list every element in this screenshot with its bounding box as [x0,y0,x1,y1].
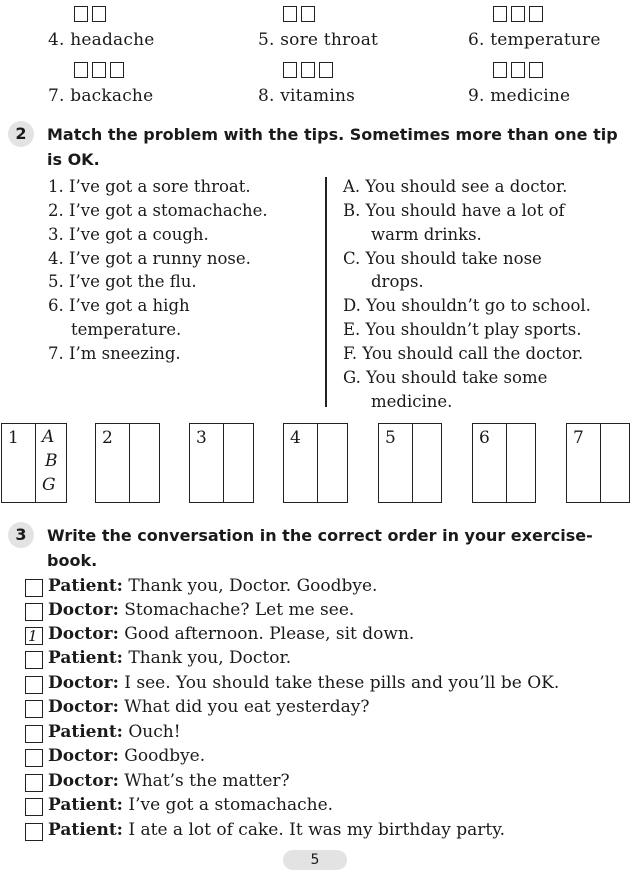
order-checkbox[interactable] [25,798,43,816]
handwritten-order-mark: 1 [28,627,38,645]
handwritten-answer: B [45,451,58,471]
order-checkbox[interactable] [25,823,43,841]
answer-box-7[interactable] [566,423,630,503]
handwritten-answer: G [42,475,56,495]
answer-field[interactable] [318,424,347,502]
answer-field[interactable] [130,424,159,502]
problem-item: 7. I’m sneezing. [48,344,181,363]
vocab-item: 5. sore throat [258,30,379,50]
conversation-line: Doctor: Goodbye. [48,746,206,766]
tip-item-continued: warm drinks. [371,225,482,244]
tip-item: E. You shouldn’t play sports. [343,320,582,339]
exercise-number-badge: 3 [8,522,34,548]
problem-item: 6. I’ve got a high [48,296,190,315]
order-checkbox[interactable] [25,774,43,792]
letter-boxes [74,62,128,78]
order-checkbox[interactable] [25,749,43,767]
order-checkbox[interactable] [25,603,43,621]
answer-number: 3 [196,428,207,448]
problem-item: 5. I’ve got the flu. [48,272,197,291]
conversation-line: Doctor: What’s the matter? [48,771,290,791]
answer-number: 5 [385,428,396,448]
conversation-line: Patient: Ouch! [48,722,181,742]
tip-item: B. You should have a lot of [343,201,565,220]
answer-field[interactable] [413,424,441,502]
order-checkbox[interactable] [25,579,43,597]
conversation-line: Patient: Thank you, Doctor. Goodbye. [48,576,378,596]
column-divider [325,177,327,407]
conversation-line: Doctor: Good afternoon. Please, sit down. [48,624,415,644]
letter-boxes [493,62,547,78]
answer-box-3[interactable] [189,423,254,503]
conversation-line: Doctor: I see. You should take these pills and you’ll be OK. [48,673,560,693]
answer-box-4[interactable] [283,423,348,503]
vocab-item: 9. medicine [468,86,571,106]
answer-number: 6 [479,428,490,448]
conversation-line: Doctor: What did you eat yesterday? [48,697,370,717]
conversation-line: Patient: I’ve got a stomachache. [48,795,334,815]
problem-item-continued: temperature. [71,320,182,339]
answer-box-6[interactable] [472,423,536,503]
answer-box-5[interactable] [378,423,442,503]
conversation-line: Patient: I ate a lot of cake. It was my birthday party. [48,820,505,840]
exercise-number-badge: 2 [8,121,34,147]
exercise-instruction: Match the problem with the tips. Sometimes more than one tip is OK. [47,125,618,169]
conversation-line: Patient: Thank you, Doctor. [48,648,292,668]
problem-item: 3. I’ve got a cough. [48,225,209,244]
order-checkbox[interactable] [25,700,43,718]
tip-item: C. You should take nose [343,249,542,268]
letter-boxes [74,6,110,22]
answer-field[interactable] [601,424,629,502]
answer-number: 4 [290,428,301,448]
tip-item: D. You shouldn’t go to school. [343,296,591,315]
page-number: 5 [283,850,347,870]
vocab-item: 7. backache [48,86,154,106]
answer-field[interactable] [224,424,253,502]
order-checkbox[interactable] [25,651,43,669]
conversation-line: Doctor: Stomachache? Let me see. [48,600,355,620]
problem-item: 2. I’ve got a stomachache. [48,201,268,220]
answer-box-1 [1,423,67,503]
tip-item: A. You should see a doctor. [343,177,568,196]
answer-number: 1 [8,428,19,448]
letter-boxes [283,62,337,78]
letter-boxes [283,6,319,22]
answer-field[interactable] [507,424,535,502]
vocab-item: 4. headache [48,30,155,50]
handwritten-answer: A [42,427,55,447]
answer-box-2[interactable] [95,423,160,503]
problem-item: 4. I’ve got a runny nose. [48,249,251,268]
tip-item-continued: medicine. [371,392,453,411]
answer-number: 2 [102,428,113,448]
order-checkbox[interactable] [25,676,43,694]
tip-item: G. You should take some [343,368,548,387]
vocab-item: 6. temperature [468,30,601,50]
answer-number: 7 [573,428,584,448]
vocab-item: 8. vitamins [258,86,356,106]
tip-item: F. You should call the doctor. [343,344,584,363]
problem-item: 1. I’ve got a sore throat. [48,177,251,196]
tip-item-continued: drops. [371,272,424,291]
order-checkbox[interactable] [25,725,43,743]
exercise-instruction: Write the conversation in the correct order in your exercise- book. [47,526,593,570]
letter-boxes [493,6,547,22]
